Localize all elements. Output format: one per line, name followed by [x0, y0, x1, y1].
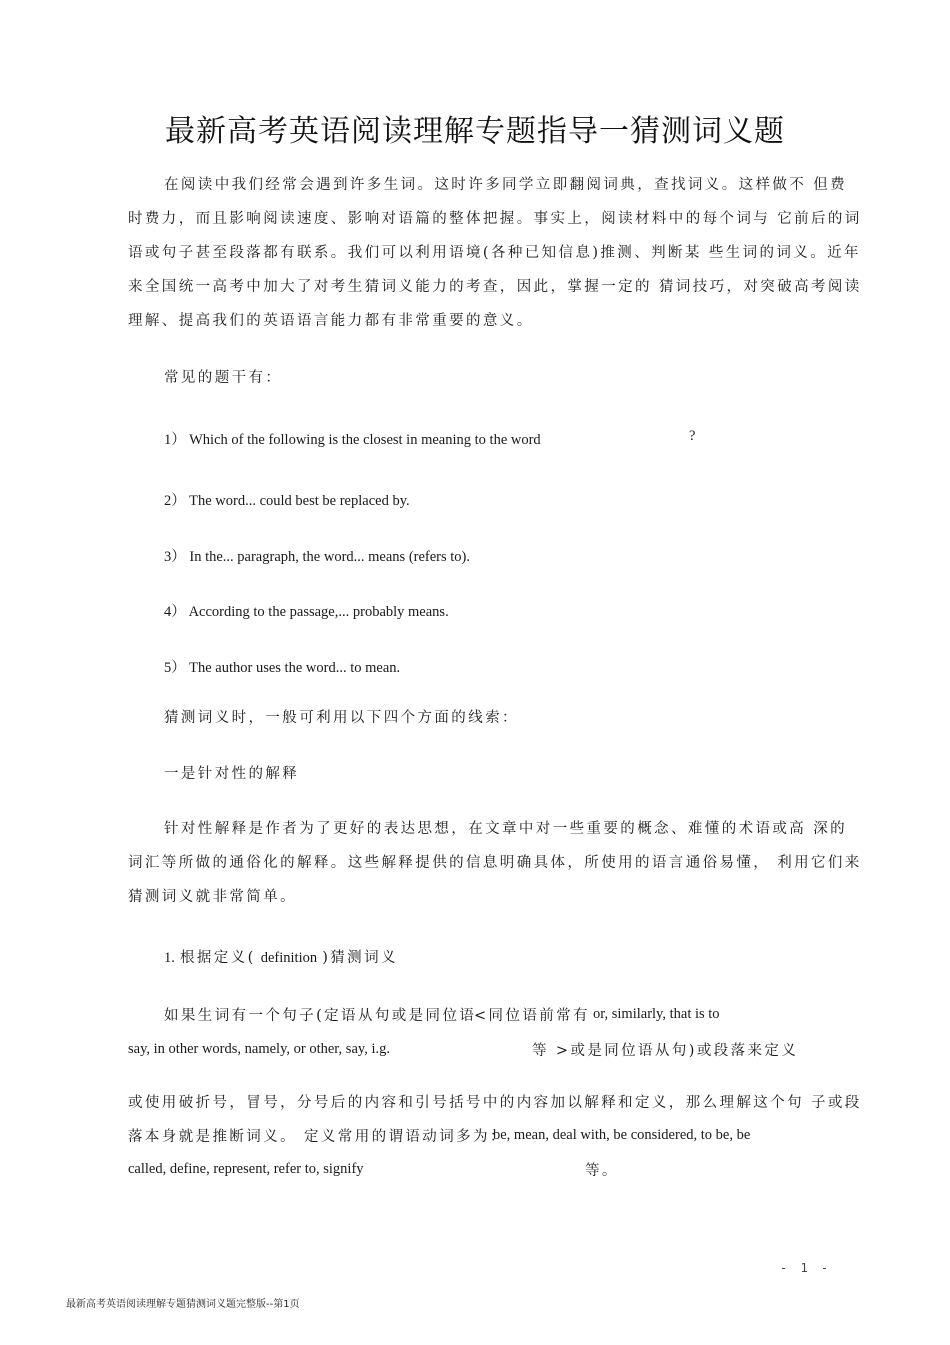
intro-line: 在阅读中我们经常会遇到许多生词。这时许多同学立即翻阅词典，查找词义。这样做不 但费	[164, 177, 848, 193]
item1-heading	[164, 946, 398, 967]
stem-text: According to the passage,... probably means.	[188, 604, 449, 620]
item1-post: )猜测词义	[322, 950, 398, 966]
footer-text: 最新高考英语阅读理解专题猜测词义题完整版--第1页	[66, 1299, 300, 1310]
item1-line2-cn: 等 >或是同位语从句)或段落来定义	[532, 1043, 799, 1059]
stem-number: 5）	[164, 660, 186, 676]
item1-pre: 根据定义(	[179, 950, 256, 966]
intro-line: 理解、提高我们的英语语言能力都有非常重要的意义。	[128, 313, 534, 329]
intro-line: 时费力，而且影响阅读速度、影响对语篇的整体把握。事实上，阅读材料中的每个词与 它前后的词	[128, 211, 862, 227]
section1-line: 猜测词义就非常简单。	[128, 889, 297, 905]
stem-text: The author uses the word... to mean.	[189, 660, 401, 676]
intro-line: 来全国统一高考中加大了对考生猜词义能力的考查，因此，掌握一定的 猜词技巧，对突破高考阅读	[128, 279, 862, 295]
section1-paragraph	[128, 812, 862, 914]
intro-paragraph	[128, 168, 862, 338]
item1-line4-cn: 落本身就是推断词义。 定义常用的谓语动词多为：	[128, 1129, 507, 1145]
stem-question-mark: ?	[689, 428, 696, 444]
item1-line1-cn: 如果生词有一个句子(定语从句或是同位语	[164, 1008, 477, 1024]
item1-line5-cn: 等。	[585, 1163, 619, 1179]
stem-text: In the... paragraph, the word... means (refers to).	[189, 549, 471, 565]
stem-text: Which of the following is the closest in meaning to the word	[189, 432, 541, 448]
page-number: - 1 -	[780, 1261, 832, 1275]
stems-heading: 常见的题干有：	[164, 370, 283, 386]
section1-line: 针对性解释是作者为了更好的表达思想，在文章中对一些重要的概念、难懂的术语或高 深的	[164, 821, 848, 837]
stem-number: 4）	[164, 604, 186, 620]
intro-line: 语或句子甚至段落都有联系。我们可以利用语境(各种已知信息)推测、判断某 些生词的词义。近年	[128, 245, 861, 261]
stem-number: 3）	[164, 549, 186, 565]
page-title: 最新高考英语阅读理解专题指导一猜测词义题	[165, 114, 785, 149]
stem-item-2	[164, 489, 410, 510]
stem-item-5	[164, 656, 400, 677]
section1-line: 词汇等所做的通俗化的解释。这些解释提供的信息明确具体，所使用的语言通俗易懂， 利用它们来	[128, 855, 862, 871]
stem-item-1	[164, 428, 541, 449]
stem-item-4	[164, 600, 449, 621]
stem-text: The word... could best be replaced by.	[189, 493, 410, 509]
item1-number: 1.	[164, 950, 175, 966]
item1-line3: 或使用破折号，冒号，分号后的内容和引号括号中的内容加以解释和定义，那么理解这个句 子或段	[128, 1095, 862, 1111]
item1-line1-en: or, similarly, that is to	[593, 1006, 720, 1022]
stem-item-3	[164, 545, 470, 566]
clues-intro: 猜测词义时，一般可利用以下四个方面的线索：	[164, 710, 519, 726]
item1-line4-en: be, mean, deal with, be considered, to be, be	[493, 1127, 751, 1143]
stem-number: 2）	[164, 493, 186, 509]
item1-line2-en: say, in other words, namely, or other, say, i.g.	[128, 1041, 390, 1057]
stem-number: 1）	[164, 432, 186, 448]
item1-line5-en: called, define, represent, refer to, signify	[128, 1161, 364, 1177]
section1-heading: 一是针对性的解释	[164, 766, 300, 782]
item1-line1-cn2: <同位语前常有	[474, 1008, 590, 1024]
item1-term: definition	[260, 950, 318, 966]
